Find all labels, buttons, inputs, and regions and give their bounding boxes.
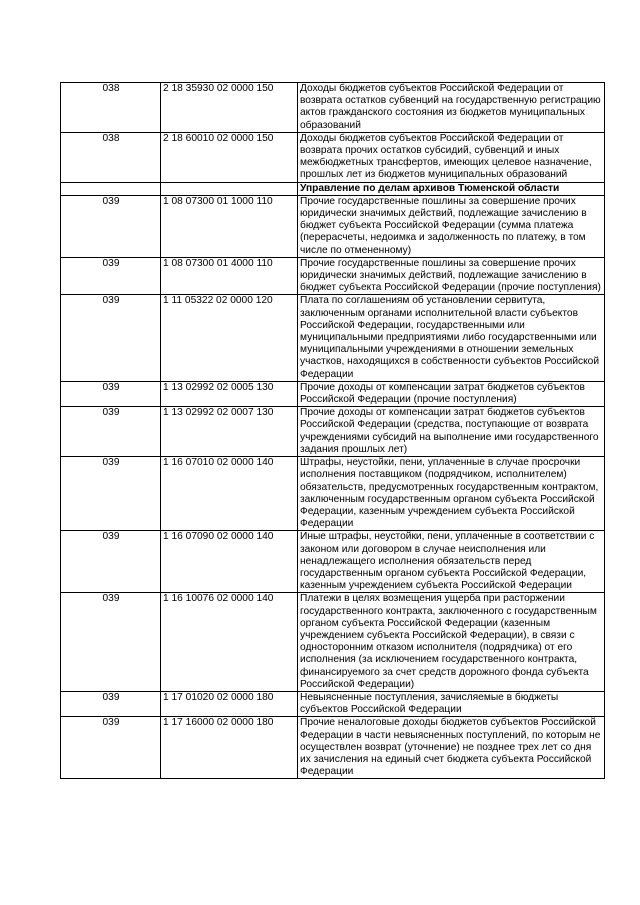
table-row <box>61 531 605 593</box>
budget-code-cell: 1 13 02992 02 0007 130 <box>161 407 298 457</box>
budget-code-cell: 1 08 07300 01 1000 110 <box>161 195 298 257</box>
table-row <box>61 195 605 257</box>
revenue-name-cell: Плата по соглашениям об установлении сервитута, заключенным органами исполнительной власти субъектов Российской Федерации, государственными или муниципальными предприятиями либо государственными или муниципальными учреждениями в отношении земельных участков, находящихся в собственности субъектов Российской Федерации <box>298 295 605 381</box>
revenue-name-cell: Доходы бюджетов субъектов Российской Федерации от возврата прочих остатков субсидий, субвенций и иных межбюджетных трансфертов, имеющих целевое назначение, прошлых лет из бюджетов муниципальных образований <box>298 132 605 182</box>
budget-code-cell <box>161 182 298 195</box>
admin-code-cell: 039 <box>61 295 161 381</box>
budget-code-cell: 1 13 02992 02 0005 130 <box>161 381 298 406</box>
table-row <box>61 295 605 381</box>
table-row <box>61 381 605 406</box>
budget-code-cell: 1 11 05322 02 0000 120 <box>161 295 298 381</box>
budget-code-cell: 1 16 10076 02 0000 140 <box>161 593 298 692</box>
budget-code-cell: 2 18 60010 02 0000 150 <box>161 132 298 182</box>
table-row <box>61 407 605 457</box>
table-row <box>61 717 605 779</box>
table-body <box>61 83 605 779</box>
budget-code-cell: 1 08 07300 01 4000 110 <box>161 257 298 295</box>
budget-code-cell: 2 18 35930 02 0000 150 <box>161 83 298 133</box>
admin-code-cell <box>61 182 161 195</box>
admin-code-cell: 039 <box>61 531 161 593</box>
table-row <box>61 691 605 716</box>
admin-code-cell: 038 <box>61 132 161 182</box>
revenue-name-cell: Штрафы, неустойки, пени, уплаченные в случае просрочки исполнения поставщиком (подрядчиком, исполнителем) обязательств, предусмотренных государственным контрактом, заключенным государственным органом субъекта Российской Федерации, казенным учреждением субъекта Российской Федерации <box>298 457 605 531</box>
admin-code-cell: 039 <box>61 717 161 779</box>
admin-code-cell: 038 <box>61 83 161 133</box>
admin-code-cell: 039 <box>61 457 161 531</box>
revenue-name-cell: Невыясненные поступления, зачисляемые в бюджеты субъектов Российской Федерации <box>298 691 605 716</box>
budget-code-cell: 1 16 07010 02 0000 140 <box>161 457 298 531</box>
admin-code-cell: 039 <box>61 195 161 257</box>
section-header-row <box>61 182 605 195</box>
budget-code-cell: 1 17 01020 02 0000 180 <box>161 691 298 716</box>
budget-code-cell: 1 16 07090 02 0000 140 <box>161 531 298 593</box>
admin-code-cell: 039 <box>61 691 161 716</box>
revenue-name-cell: Прочие государственные пошлины за совершение прочих юридически значимых действий, подлежащие зачислению в бюджет субъекта Российской Федерации (сумма платежа (перерасчеты, недоимка и задолженность по платежу, в том числе по отмененному) <box>298 195 605 257</box>
revenue-classification-table <box>60 82 605 779</box>
revenue-name-cell: Платежи в целях возмещения ущерба при расторжении государственного контракта, заключенного с государственным органом субъекта Российской Федерации (казенным учреждением субъекта Российской Федерации), в связи с односторонним отказом исполнителя (подрядчика) от его исполнения (за исключением государственного контракта, финансируемого за счет средств дорожного фонда субъекта Российской Федерации) <box>298 593 605 692</box>
table-row <box>61 132 605 182</box>
revenue-name-cell: Прочие неналоговые доходы бюджетов субъектов Российской Федерации в части невыясненных поступлений, по которым не осуществлен возврат (уточнение) не позднее трех лет со дня их зачисления на единый счет бюджета субъекта Российской Федерации <box>298 717 605 779</box>
revenue-name-cell: Прочие доходы от компенсации затрат бюджетов субъектов Российской Федерации (прочие поступления) <box>298 381 605 406</box>
budget-code-cell: 1 17 16000 02 0000 180 <box>161 717 298 779</box>
table-row <box>61 457 605 531</box>
table-row <box>61 593 605 692</box>
revenue-name-cell: Управление по делам архивов Тюменской области <box>298 182 605 195</box>
revenue-name-cell: Иные штрафы, неустойки, пени, уплаченные в соответствии с законом или договором в случае неисполнения или ненадлежащего исполнения обязательств перед государственным органом субъекта Российской Федерации, казенным учреждением субъекта Российской Федерации <box>298 531 605 593</box>
admin-code-cell: 039 <box>61 381 161 406</box>
admin-code-cell: 039 <box>61 407 161 457</box>
revenue-name-cell: Доходы бюджетов субъектов Российской Федерации от возврата остатков субвенций на государственную регистрацию актов гражданского состояния из бюджетов муниципальных образований <box>298 83 605 133</box>
table-row <box>61 257 605 295</box>
admin-code-cell: 039 <box>61 257 161 295</box>
admin-code-cell: 039 <box>61 593 161 692</box>
revenue-name-cell: Прочие государственные пошлины за совершение прочих юридически значимых действий, подлежащие зачислению в бюджет субъекта Российской Федерации (прочие поступления) <box>298 257 605 295</box>
table-row <box>61 83 605 133</box>
revenue-name-cell: Прочие доходы от компенсации затрат бюджетов субъектов Российской Федерации (средства, поступающие от возврата учреждениями субсидий на выполнение ими государственного задания прошлых лет) <box>298 407 605 457</box>
